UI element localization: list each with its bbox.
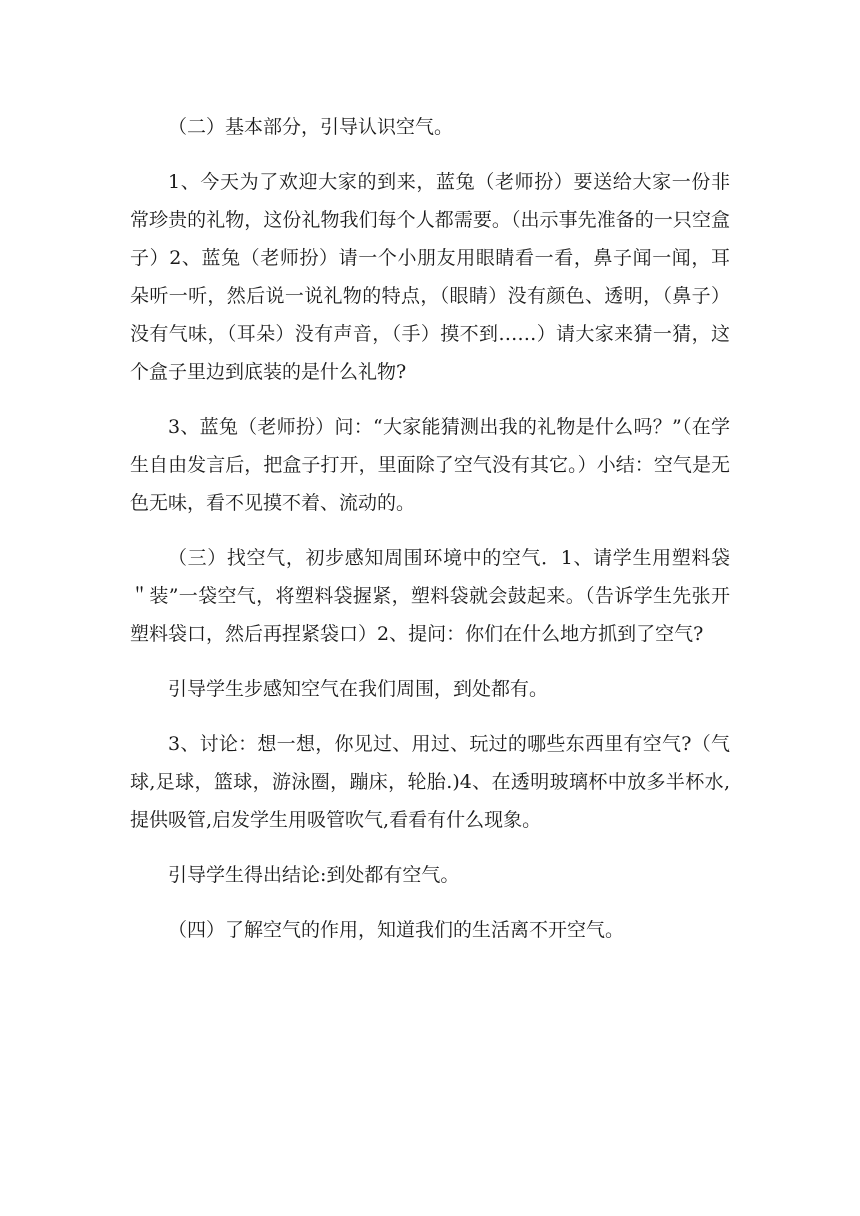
paragraph-guess-gift: 3、蓝兔（老师扮）问：“大家能猜测出我的礼物是什么吗？”（在学生自由发言后，把盒子打开，里面除了空气没有其它。）小结：空气是无色无味，看不见摸不着、流动的。	[130, 416, 730, 514]
paragraph-conclusion: 引导学生得出结论:到处都有空气。	[168, 864, 460, 886]
paragraph-discussion: 3、讨论：想一想，你见过、用过、玩过的哪些东西里有空气?（气球,足球，篮球，游泳圈，蹦床，轮胎.)4、在透明玻璃杯中放多半杯水,提供吸管,启发学生用吸管吹气,看看有什么现象。	[130, 733, 730, 831]
paragraph-air-around: 引导学生步感知空气在我们周围，到处都有。	[168, 678, 549, 700]
paragraph-gift-box: 1、今天为了欢迎大家的到来，蓝兔（老师扮）要送给大家一份非常珍贵的礼物，这份礼物我们每个人都需要。（出示事先准备的一只空盒子）2、蓝兔（老师扮）请一个小朋友用眼睛看一看，鼻子闻一闻，耳朵听一听，然后说一说礼物的特点，（眼睛）没有颜色、透明，（鼻子）没有气味，（耳朵）没有声音，（手）摸不到……）请大家来猜一猜，这个盒子里边到底装的是什么礼物?	[130, 171, 730, 383]
document-body	[130, 108, 730, 966]
section-heading-basic: （二）基本部分，引导认识空气。	[168, 116, 454, 138]
paragraph-find-air: （三）找空气，初步感知周围环境中的空气．1、请学生用塑料袋＂装”一袋空气，将塑料袋握紧，塑料袋就会鼓起来。（告诉学生先张开塑料袋口，然后再捏紧袋口）2、提问：你们在什么地方抓到了空气?	[130, 547, 730, 645]
section-heading-air-use: （四）了解空气的作用，知道我们的生活离不开空气。	[168, 919, 625, 941]
